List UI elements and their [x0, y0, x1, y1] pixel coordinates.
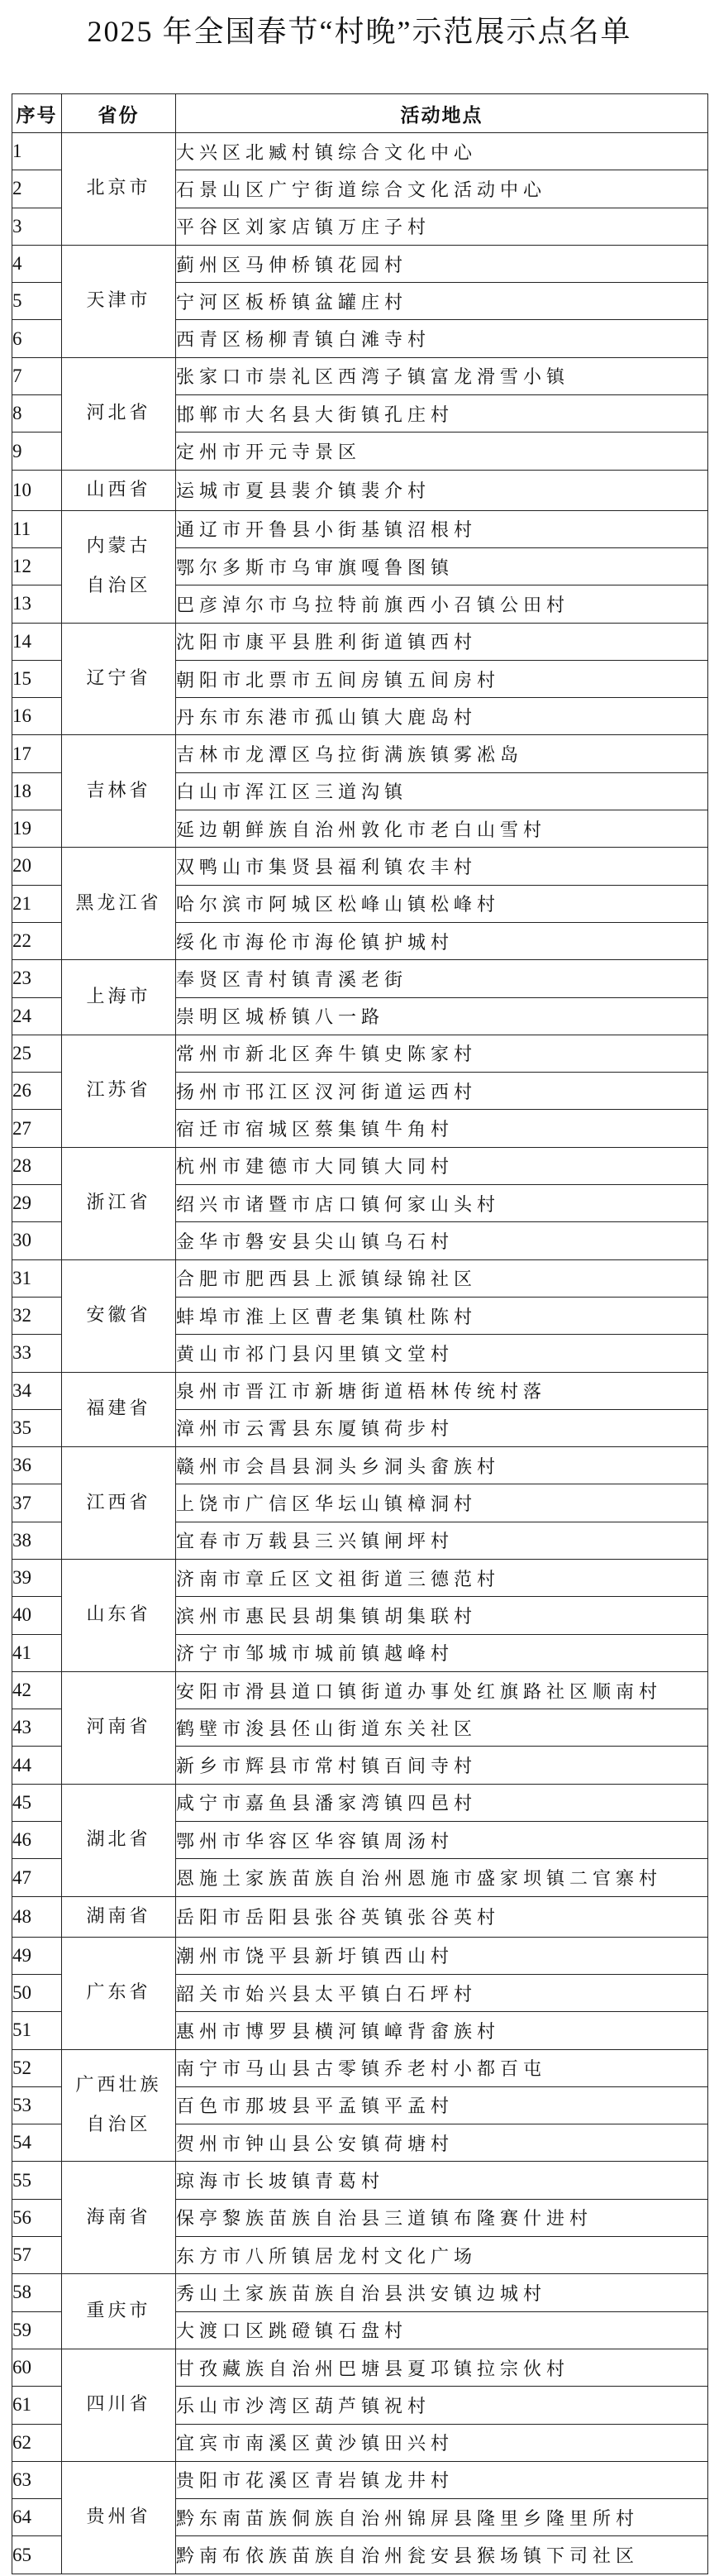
province-name: 湖南省 — [86, 1905, 151, 1927]
province-cell — [62, 1896, 176, 1937]
activity-location: 平谷区刘家店镇万庄子村 — [176, 208, 708, 245]
table-row — [12, 1447, 708, 1484]
province-name: 河南省 — [86, 1717, 151, 1738]
activity-location: 咸宁市嘉鱼县潘家湾镇四邑村 — [176, 1784, 708, 1821]
province-cell — [62, 1259, 176, 1372]
row-number: 29 — [12, 1185, 62, 1222]
province-name: 辽宁省 — [86, 668, 151, 689]
province-name: 福建省 — [86, 1398, 151, 1420]
row-number: 46 — [12, 1822, 62, 1859]
activity-location: 宁河区板桥镇盆罐庄村 — [176, 283, 708, 320]
table-row — [12, 470, 708, 510]
activity-location: 漳州市云霄县东厦镇荷步村 — [176, 1409, 708, 1446]
province-name: 江西省 — [86, 1492, 151, 1513]
row-number: 35 — [12, 1409, 62, 1446]
row-number: 25 — [12, 1035, 62, 1072]
activity-location: 上饶市广信区华坛山镇樟洞村 — [176, 1484, 708, 1522]
row-number: 52 — [12, 2049, 62, 2086]
province-name: 黑龙江省 — [75, 892, 162, 914]
table-row — [12, 1937, 708, 1974]
province-cell — [62, 1784, 176, 1896]
row-number: 23 — [12, 960, 62, 997]
province-name: 山东省 — [86, 1604, 151, 1626]
row-number: 45 — [12, 1784, 62, 1821]
row-number: 28 — [12, 1147, 62, 1184]
row-number: 8 — [12, 395, 62, 433]
activity-location: 贵阳市花溪区青岩镇龙井村 — [176, 2461, 708, 2498]
activity-location: 定州市开元寺景区 — [176, 433, 708, 470]
province-name: 自治区 — [86, 2114, 151, 2135]
table-row — [12, 510, 708, 547]
table-row — [12, 1035, 708, 1072]
header-row — [12, 94, 708, 133]
row-number: 43 — [12, 1709, 62, 1747]
row-number: 20 — [12, 848, 62, 885]
province-cell — [62, 960, 176, 1035]
row-number: 36 — [12, 1447, 62, 1484]
activity-location: 赣州市会昌县洞头乡洞头畲族村 — [176, 1447, 708, 1484]
table-row — [12, 960, 708, 997]
row-number: 10 — [12, 470, 62, 510]
row-number: 47 — [12, 1859, 62, 1896]
table-row — [12, 2162, 708, 2199]
province-cell — [62, 1671, 176, 1784]
activity-location: 东方市八所镇居龙村文化广场 — [176, 2237, 708, 2274]
table-row — [12, 1259, 708, 1297]
province-cell — [62, 735, 176, 848]
table-body — [12, 133, 708, 2574]
province-cell — [62, 470, 176, 510]
activity-location: 滨州市惠民县胡集镇胡集联村 — [176, 1597, 708, 1634]
province-cell — [62, 1559, 176, 1671]
row-number: 7 — [12, 357, 62, 394]
row-number: 4 — [12, 245, 62, 282]
row-number: 59 — [12, 2311, 62, 2349]
activity-location: 宿迁市宿城区蔡集镇牛角村 — [176, 1110, 708, 1147]
table-row — [12, 357, 708, 394]
row-number: 26 — [12, 1073, 62, 1110]
row-number: 13 — [12, 585, 62, 623]
row-number: 32 — [12, 1297, 62, 1334]
row-number: 64 — [12, 2499, 62, 2536]
activity-location: 鄂州市华容区华容镇周汤村 — [176, 1822, 708, 1859]
row-number: 50 — [12, 1974, 62, 2011]
province-name: 湖北省 — [86, 1829, 151, 1851]
province-name: 广东省 — [86, 1982, 151, 2004]
activity-location: 宜春市万载县三兴镇闸坪村 — [176, 1522, 708, 1559]
row-number: 5 — [12, 283, 62, 320]
activity-location: 黔南布依族苗族自治州瓮安县猴场镇下司社区 — [176, 2536, 708, 2574]
row-number: 22 — [12, 922, 62, 959]
row-number: 54 — [12, 2124, 62, 2162]
row-number: 1 — [12, 133, 62, 170]
table-row — [12, 1372, 708, 1409]
activity-location: 大兴区北臧村镇综合文化中心 — [176, 133, 708, 170]
row-number: 55 — [12, 2162, 62, 2199]
activity-location: 西青区杨柳青镇白滩寺村 — [176, 320, 708, 357]
province-name: 吉林省 — [86, 780, 151, 801]
activity-location: 黄山市祁门县闪里镇文堂村 — [176, 1335, 708, 1372]
header-province: 省份 — [62, 94, 176, 133]
province-name: 河北省 — [86, 403, 151, 424]
activity-location: 丹东市东港市孤山镇大鹿岛村 — [176, 698, 708, 735]
activity-location: 惠州市博罗县横河镇嶂背畲族村 — [176, 2012, 708, 2049]
activity-location: 新乡市辉县市常村镇百间寺村 — [176, 1747, 708, 1784]
table-row — [12, 245, 708, 282]
row-number: 24 — [12, 997, 62, 1035]
row-number: 27 — [12, 1110, 62, 1147]
row-number: 53 — [12, 2086, 62, 2124]
activity-location: 蚌埠市淮上区曹老集镇杜陈村 — [176, 1297, 708, 1334]
province-cell — [62, 2349, 176, 2461]
activity-location: 金华市磐安县尖山镇乌石村 — [176, 1222, 708, 1259]
activity-location: 琼海市长坡镇青葛村 — [176, 2162, 708, 2199]
province-name: 内蒙古 — [86, 536, 151, 557]
row-number: 3 — [12, 208, 62, 245]
table-row — [12, 1896, 708, 1937]
activity-location: 岳阳市岳阳县张谷英镇张谷英村 — [176, 1896, 708, 1937]
table-row — [12, 735, 708, 772]
activity-location: 绥化市海伦市海伦镇护城村 — [176, 922, 708, 959]
province-name: 浙江省 — [86, 1192, 151, 1214]
province-name: 北京市 — [86, 178, 151, 199]
activity-location: 运城市夏县裴介镇裴介村 — [176, 470, 708, 510]
table-row — [12, 2049, 708, 2086]
row-number: 30 — [12, 1222, 62, 1259]
activity-location: 宜宾市南溪区黄沙镇田兴村 — [176, 2424, 708, 2461]
row-number: 39 — [12, 1559, 62, 1596]
row-number: 12 — [12, 547, 62, 585]
province-cell — [62, 2162, 176, 2274]
activity-location: 巴彦淖尔市乌拉特前旗西小召镇公田村 — [176, 585, 708, 623]
activity-location: 秀山土家族苗族自治县洪安镇边城村 — [176, 2274, 708, 2311]
header-serial-number: 序号 — [12, 94, 62, 133]
table-row — [12, 2349, 708, 2386]
table-row — [12, 1784, 708, 1821]
activity-location: 黔东南苗族侗族自治州锦屏县隆里乡隆里所村 — [176, 2499, 708, 2536]
province-cell — [62, 1937, 176, 2049]
activity-location: 吉林市龙潭区乌拉街满族镇雾凇岛 — [176, 735, 708, 772]
table-row — [12, 623, 708, 660]
row-number: 17 — [12, 735, 62, 772]
activity-location: 鄂尔多斯市乌审旗嘎鲁图镇 — [176, 547, 708, 585]
table-row — [12, 848, 708, 885]
activity-location: 蓟州区马伸桥镇花园村 — [176, 245, 708, 282]
row-number: 11 — [12, 510, 62, 547]
row-number: 51 — [12, 2012, 62, 2049]
table-row — [12, 2461, 708, 2498]
row-number: 65 — [12, 2536, 62, 2574]
row-number: 42 — [12, 1671, 62, 1709]
row-number: 6 — [12, 320, 62, 357]
activity-location: 沈阳市康平县胜利街道镇西村 — [176, 623, 708, 660]
row-number: 41 — [12, 1634, 62, 1671]
table-row — [12, 2274, 708, 2311]
province-name: 广西壮族 — [75, 2074, 162, 2096]
activity-location: 延边朝鲜族自治州敦化市老白山雪村 — [176, 810, 708, 848]
row-number: 58 — [12, 2274, 62, 2311]
table-row — [12, 133, 708, 170]
row-number: 9 — [12, 433, 62, 470]
activity-location: 恩施土家族苗族自治州恩施市盛家坝镇二官寨村 — [176, 1859, 708, 1896]
province-cell — [62, 1035, 176, 1147]
row-number: 49 — [12, 1937, 62, 1974]
activity-location: 双鸭山市集贤县福利镇农丰村 — [176, 848, 708, 885]
table-row — [12, 1147, 708, 1184]
province-cell — [62, 133, 176, 246]
province-cell — [62, 2049, 176, 2162]
activity-location: 保亭黎族苗族自治县三道镇布隆赛什进村 — [176, 2199, 708, 2236]
activity-location: 百色市那坡县平孟镇平孟村 — [176, 2086, 708, 2124]
province-cell — [62, 245, 176, 357]
row-number: 56 — [12, 2199, 62, 2236]
province-cell — [62, 2274, 176, 2349]
province-cell — [62, 1447, 176, 1560]
activity-location: 杭州市建德市大同镇大同村 — [176, 1147, 708, 1184]
row-number: 61 — [12, 2387, 62, 2424]
row-number: 18 — [12, 772, 62, 810]
activity-location: 白山市浑江区三道沟镇 — [176, 772, 708, 810]
row-number: 15 — [12, 660, 62, 697]
activity-location: 通辽市开鲁县小街基镇沼根村 — [176, 510, 708, 547]
row-number: 31 — [12, 1259, 62, 1297]
province-name: 重庆市 — [86, 2301, 151, 2322]
activity-location: 南宁市马山县古零镇乔老村小都百屯 — [176, 2049, 708, 2086]
header-activity-location: 活动地点 — [176, 94, 708, 133]
row-number: 34 — [12, 1372, 62, 1409]
activity-location: 张家口市崇礼区西湾子镇富龙滑雪小镇 — [176, 357, 708, 394]
province-name: 天津市 — [86, 290, 151, 312]
activity-location: 常州市新北区奔牛镇史陈家村 — [176, 1035, 708, 1072]
row-number: 40 — [12, 1597, 62, 1634]
activity-location: 邯郸市大名县大街镇孔庄村 — [176, 395, 708, 433]
row-number: 63 — [12, 2461, 62, 2498]
activity-location: 乐山市沙湾区葫芦镇祝村 — [176, 2387, 708, 2424]
activity-location: 奉贤区青村镇青溪老街 — [176, 960, 708, 997]
table-row — [12, 1559, 708, 1596]
activity-location: 石景山区广宁街道综合文化活动中心 — [176, 170, 708, 208]
row-number: 38 — [12, 1522, 62, 1559]
province-name: 山西省 — [86, 479, 151, 500]
row-number: 37 — [12, 1484, 62, 1522]
table-row — [12, 1671, 708, 1709]
province-cell — [62, 1372, 176, 1447]
province-cell — [62, 510, 176, 623]
activity-location: 朝阳市北票市五间房镇五间房村 — [176, 660, 708, 697]
row-number: 19 — [12, 810, 62, 848]
activity-location: 济南市章丘区文祖街道三德范村 — [176, 1559, 708, 1596]
province-cell — [62, 357, 176, 470]
province-name: 上海市 — [86, 987, 151, 1008]
row-number: 62 — [12, 2424, 62, 2461]
row-number: 60 — [12, 2349, 62, 2386]
province-cell — [62, 848, 176, 960]
activity-location: 潮州市饶平县新圩镇西山村 — [176, 1937, 708, 1974]
row-number: 57 — [12, 2237, 62, 2274]
activity-location: 崇明区城桥镇八一路 — [176, 997, 708, 1035]
province-name: 自治区 — [86, 576, 151, 597]
province-name: 海南省 — [86, 2206, 151, 2228]
row-number: 33 — [12, 1335, 62, 1372]
row-number: 21 — [12, 885, 62, 922]
activity-location: 韶关市始兴县太平镇白石坪村 — [176, 1974, 708, 2011]
activity-location: 合肥市肥西县上派镇绿锦社区 — [176, 1259, 708, 1297]
activity-location: 甘孜藏族自治州巴塘县夏邛镇拉宗伙村 — [176, 2349, 708, 2386]
province-name: 贵州省 — [86, 2507, 151, 2528]
activity-location: 济宁市邹城市城前镇越峰村 — [176, 1634, 708, 1671]
activity-location: 泉州市晋江市新塘街道梧林传统村落 — [176, 1372, 708, 1409]
table-header — [12, 94, 708, 133]
activity-location: 哈尔滨市阿城区松峰山镇松峰村 — [176, 885, 708, 922]
province-name: 安徽省 — [86, 1305, 151, 1326]
activity-location: 安阳市滑县道口镇街道办事处红旗路社区顺南村 — [176, 1671, 708, 1709]
province-cell — [62, 623, 176, 735]
row-number: 2 — [12, 170, 62, 208]
row-number: 14 — [12, 623, 62, 660]
province-cell — [62, 1147, 176, 1259]
row-number: 16 — [12, 698, 62, 735]
document-title: 2025 年全国春节“村晚”示范展示点名单 — [87, 15, 632, 48]
row-number: 44 — [12, 1747, 62, 1784]
province-cell — [62, 2461, 176, 2574]
row-number: 48 — [12, 1896, 62, 1937]
activity-location: 大渡口区跳磴镇石盘村 — [176, 2311, 708, 2349]
activity-location: 鹤壁市浚县伾山街道东关社区 — [176, 1709, 708, 1747]
province-name: 四川省 — [86, 2394, 151, 2416]
activity-location: 绍兴市诸暨市店口镇何家山头村 — [176, 1185, 708, 1222]
province-name: 江苏省 — [86, 1080, 151, 1102]
activity-location: 贺州市钟山县公安镇荷塘村 — [176, 2124, 708, 2162]
activity-location: 扬州市邗江区汊河街道运西村 — [176, 1073, 708, 1110]
demo-site-table — [12, 93, 708, 2574]
